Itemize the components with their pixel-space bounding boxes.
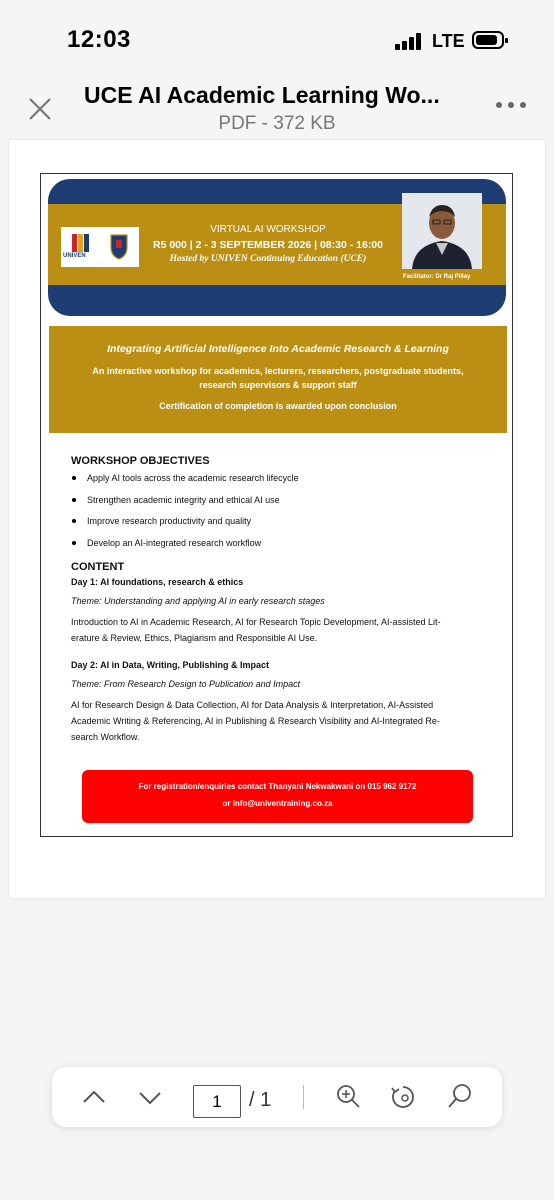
flyer-content <box>71 455 491 745</box>
list-item: Apply AI tools across the academic research lifecycle <box>71 471 491 493</box>
crest-logo-icon <box>108 231 130 261</box>
contact-line: For registration/enquiries contact Thanyani Nekwakwani on 015 962 9172 <box>138 782 417 791</box>
more-options-button[interactable] <box>496 100 528 112</box>
more-dots-icon <box>496 102 502 108</box>
pdf-toolbar <box>52 1067 502 1127</box>
flyer-banner <box>48 179 506 316</box>
facilitator-caption: Facilitator: Dr Raj Pillay <box>403 274 471 280</box>
document-meta: PDF - 372 KB <box>218 113 336 134</box>
description-line: erature & Review, Ethics, Plagiarism and Responsible AI Use. <box>71 633 318 643</box>
chevron-up-icon <box>79 1082 109 1112</box>
audience-line: An interactive workshop for academics, lecturers, researchers, postgraduate students, <box>92 366 464 376</box>
facilitator-photo <box>402 193 482 269</box>
signal-icon <box>395 32 425 50</box>
description-line: AI for Research Design & Data Collection, AI for Data Analysis & Interpretation, AI-Assisted <box>71 700 434 710</box>
list-item: Strengthen academic integrity and ethical AI use <box>71 493 491 515</box>
document-title: UCE AI Academic Learning Wo... <box>84 82 440 108</box>
previous-page-button[interactable] <box>79 1082 109 1112</box>
list-item: Improve research productivity and quality <box>71 514 491 536</box>
search-button[interactable] <box>445 1082 475 1112</box>
zoom-in-button[interactable] <box>333 1082 363 1112</box>
day2-theme: Theme: From Research Design to Publication and Impact <box>71 679 301 689</box>
network-label: LTE <box>432 31 465 51</box>
day1-title: Day 1: AI foundations, research & ethics <box>71 577 244 587</box>
contact-email[interactable]: or info@univentraining.co.za <box>222 799 333 808</box>
status-bar <box>0 0 554 70</box>
chevron-down-icon <box>135 1082 165 1112</box>
audience-text <box>49 364 507 392</box>
content-heading: CONTENT <box>71 561 125 573</box>
battery-icon <box>472 31 504 49</box>
hosted-by: Hosted by UNIVEN Continuing Education (UCE) <box>169 254 367 264</box>
intro-box <box>49 326 507 433</box>
page-number-input[interactable]: 1 <box>193 1085 241 1118</box>
workshop-details: R5 000 | 2 - 3 SEPTEMBER 2026 | 08:30 - 16:00 <box>153 239 383 251</box>
page-total: / 1 <box>249 1089 272 1111</box>
viewer-header <box>0 70 554 140</box>
day2-title: Day 2: AI in Data, Writing, Publishing & Impact <box>71 660 270 670</box>
day2-description <box>71 697 491 745</box>
pdf-page[interactable] <box>9 140 545 898</box>
zoom-in-icon <box>333 1082 363 1112</box>
description-line: search Workflow. <box>71 732 140 742</box>
objectives-list <box>71 471 491 557</box>
workshop-headline: Integrating Artificial Intelligence Into Academic Research & Learning <box>107 343 449 355</box>
audience-line: research supervisors & support staff <box>199 380 357 390</box>
contact-box <box>82 770 473 823</box>
workshop-label: VIRTUAL AI WORKSHOP <box>210 224 326 235</box>
objectives-heading: WORKSHOP OBJECTIVES <box>71 455 210 467</box>
list-item: Develop an AI-integrated research workflow <box>71 536 491 558</box>
toolbar-divider <box>303 1085 304 1109</box>
univen-logo-text: UNIVEN <box>63 253 86 259</box>
status-time: 12:03 <box>67 26 131 53</box>
rotate-icon <box>388 1082 418 1112</box>
description-line: Academic Writing & Referencing, AI in Publishing & Research Visibility and AI-Integrated Re- <box>71 716 440 726</box>
university-logos <box>61 227 139 267</box>
rotate-button[interactable] <box>388 1082 418 1112</box>
day1-description <box>71 614 491 646</box>
search-icon <box>445 1082 475 1112</box>
day1-theme: Theme: Understanding and applying AI in early research stages <box>71 596 325 606</box>
workshop-flyer <box>40 173 513 837</box>
next-page-button[interactable] <box>135 1082 165 1112</box>
description-line: Introduction to AI in Academic Research, AI for Research Topic Development, AI-assisted Lit- <box>71 617 441 627</box>
certification-text: Certification of completion is awarded upon conclusion <box>159 401 397 411</box>
banner-text <box>148 224 388 264</box>
